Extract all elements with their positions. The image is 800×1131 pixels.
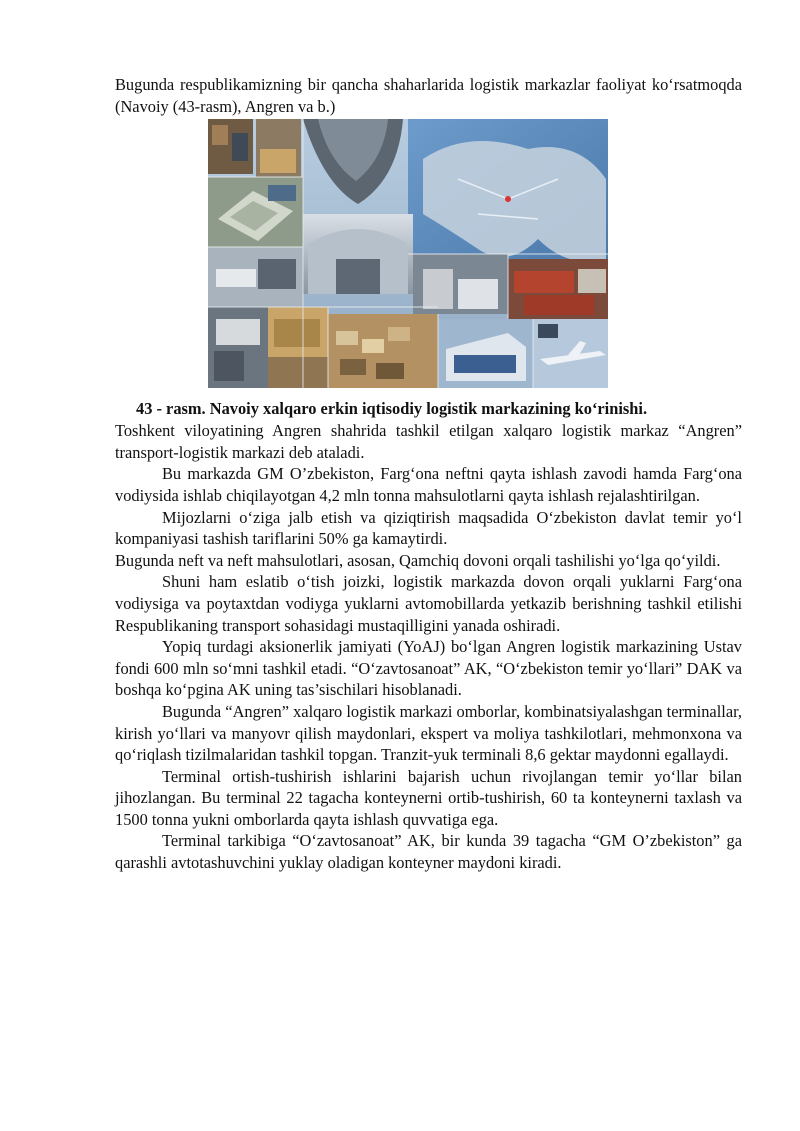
paragraph-6: Yopiq turdagi aksionerlik jamiyati (YoAJ) bo‘lgan Angren logistik markazining Ustav fondi 600 mln so‘mni tashkil etadi. “O‘zavtosanoat” AK, “O‘zbekiston temir yo‘llari” DAK va boshqa ko‘pgina AK uning tas’sischilari hisoblanadi. bbox=[115, 637, 742, 700]
body-text bbox=[115, 420, 742, 873]
paragraph-8: Terminal ortish-tushirish ishlarini bajarish uchun rivojlangan temir yo‘llar bilan jihozlangan. Bu terminal 22 tagacha konteynerni ortib-tushirish, 60 ta konteynerni taxlash va 1500 tonna yukni omborlarda qayta ishlash quvvatiga ega. bbox=[115, 766, 742, 829]
intro-paragraph: Bugunda respublikamizning bir qancha shaharlarida logistik markazlar faoliyat ko‘rsatmoqda (Navoiy (43-rasm), Angren va b.) bbox=[115, 75, 742, 116]
collage-photo bbox=[208, 119, 608, 388]
document-page bbox=[115, 74, 742, 874]
paragraph-4: Bugunda neft va neft mahsulotlari, asosan, Qamchiq dovoni orqali tashilishi yo‘lga qo‘yildi. bbox=[115, 550, 721, 570]
figure-caption: 43 - rasm. Navoiy xalqaro erkin iqtisodiy logistik markazining ko‘rinishi. bbox=[136, 399, 648, 419]
paragraph-5: Shuni ham eslatib o‘tish joizki, logistik markazda dovon orqali yuklarni Farg‘ona vodiysiga va poytaxtdan vodiyga yuklarni avtomobillarda yetkazib berishning tashkil etilishi Respublikaning transport sohasidagi mustaqilligini yanada oshiradi. bbox=[115, 572, 742, 635]
paragraph-9: Terminal tarkibiga “O‘zavtosanoat” AK, bir kunda 39 tagacha “GM O’zbekiston” ga qarashli avtotashuvchini yuklay oladigan konteyner maydoni kiradi. bbox=[115, 831, 742, 873]
paragraph-7: Bugunda “Angren” xalqaro logistik markazi omborlar, kombinatsiyalashgan terminallar, kirish yo‘llari va manyovr qilish maydonlari, ekspert va moliya tashkilotlari, mehmonxona va qo‘riqlash tizilmalaridan tashkil topgan. Tranzit-yuk terminali 8,6 gektar maydonni egallaydi. bbox=[115, 701, 742, 765]
paragraph-1: Toshkent viloyatining Angren shahrida tashkil etilgan xalqaro logistik markaz “Angren” transport-logistik markazi deb ataladi. bbox=[115, 421, 742, 462]
paragraph-2: Bu markazda GM O’zbekiston, Farg‘ona neftni qayta ishlash zavodi hamda Farg‘ona vodiysida ishlab chiqilayotgan 4,2 mln tonna mahsulotlarni qayta ishlash rejalashtirilgan. bbox=[115, 464, 742, 505]
paragraph-3: Mijozlarni o‘ziga jalb etish va qiziqtirish maqsadida O‘zbekiston davlat temir yo‘l kompaniyasi tashish tariflarini 50% ga kamaytirdi. bbox=[115, 507, 742, 549]
figure-collage-image bbox=[208, 119, 608, 388]
